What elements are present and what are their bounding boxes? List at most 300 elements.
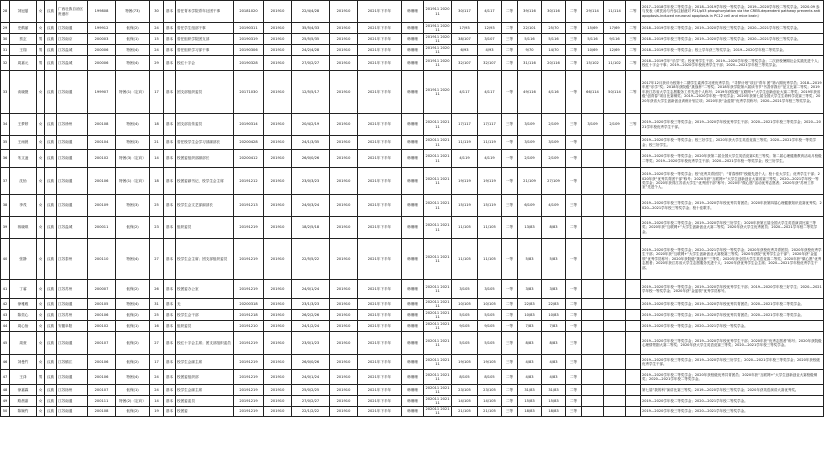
- cell-rank-d: 25/70: [542, 23, 566, 34]
- cell-training-date: 201910: [330, 56, 358, 71]
- cell-rank-d: 31/83: [542, 385, 566, 396]
- cell-training-date: 201910: [330, 71, 358, 114]
- cell-development-term: 2021年下半年: [358, 332, 402, 355]
- cell-award-level-a: 一等: [502, 71, 518, 114]
- cell-rank-e: 15/69: [582, 23, 604, 34]
- cell-remarks: 2018—2019学年校一等奖学金；校上学年获三等奖学金；2019—2020学年校二等奖学金。: [641, 45, 824, 56]
- cell-hometown: 江苏泰州: [57, 239, 88, 280]
- cell-activist-date: 201910: [264, 168, 292, 195]
- table-row: [1, 136, 824, 150]
- cell-rank-a: 21/105: [452, 407, 478, 417]
- cell-hometown: 安徽阜阳: [57, 321, 88, 332]
- cell-award-level-c: [626, 150, 641, 168]
- cell-rank-f: [604, 299, 626, 310]
- cell-gender: 女: [37, 332, 45, 355]
- cell-row-number: 43: [1, 310, 10, 321]
- cell-contact-person: 韩珊珊: [402, 332, 424, 355]
- cell-hometown: 江苏南通: [57, 150, 88, 168]
- cell-evaluation-score: 24/2/4/28: [292, 45, 330, 56]
- cell-hometown: 江苏南通: [57, 299, 88, 310]
- cell-row-number: 34: [1, 114, 10, 136]
- cell-contact-person: 韩珊珊: [402, 385, 424, 396]
- cell-award-level-c: [626, 299, 641, 310]
- cell-row-number: 37: [1, 168, 10, 195]
- cell-award-level-a: 三等: [502, 34, 518, 45]
- cell-position: 团支部宣传委员: [176, 114, 234, 136]
- cell-ethnicity: 汉族: [45, 280, 57, 299]
- cell-rank-e: [582, 370, 604, 385]
- cell-poverty-level: 低保(1): [116, 321, 150, 332]
- cell-remarks: 2017年12月获评为校第十二期学生素养学习班优秀学员；“寻梦计划”项目“青年 团”第六期优秀学员；2018—2019年度“乐学”奖；2018年获院级“挑战杯”二等奖；2018年获学院第六届读书节“书香伴我行”征文比赛二等奖；2019年获江苏省大学生志愿服务工作先进个人称号；2019年获院级“互联网+”大学生创新创业大赛二等奖；2019年获省级“创青春”项目比赛铜奖；2019—2020学年校一等奖学金；2020年获第七届全国大学生生命科学竞赛三等奖；2020年获省大学生创新创业训练计划立项；2020年获“金蓝领”优秀学员称号；2020—2021学年校三等奖学金。: [641, 71, 824, 114]
- cell-rank-c: 9/70: [518, 45, 542, 56]
- cell-review-period: 202011 202111: [425, 310, 450, 319]
- cell-rank-a: 14/105: [452, 396, 478, 407]
- cell-party-application-date: 20190314: [234, 114, 264, 136]
- cell-rank-b: 14/105: [478, 396, 502, 407]
- cell-rank-c: 5/116: [518, 34, 542, 45]
- cell-training-date: 201910: [330, 239, 358, 280]
- cell-position: 校红十字会主席；团支部组织委员: [176, 332, 234, 355]
- cell-position: 校团委: [176, 407, 234, 417]
- cell-poverty-level: 低保(2): [116, 355, 150, 370]
- cell-rank-d: 27/109: [542, 168, 566, 195]
- cell-rank-b: 12/93: [478, 23, 502, 34]
- cell-remarks: 2019—2020学年校二等奖学金；2019—2020学年校优秀共青团员；2020—2021学年校二等奖学金。: [641, 310, 824, 321]
- cell-birth-date: 200106: [88, 355, 116, 370]
- cell-remarks: 第七届“我的科”演讲比赛三等奖；2019—2020学年校三等奖学金；2020年获英语演讲大赛优秀奖。: [641, 385, 824, 396]
- cell-row-number: 28: [1, 1, 10, 23]
- cell-rank-c: 6/109: [518, 195, 542, 217]
- cell-remarks: 2019—2020学年校三等奖学金；2019—2020学年校优秀学生干部；2020年获“优秀志愿者”称号；2020年获院级心理情景剧大赛二等奖；2020年获大学生英语竞赛三等奖；2020—2021学年校三等奖学金。: [641, 332, 824, 355]
- cell-rank-f: 50/114: [604, 71, 626, 114]
- cell-poverty-level: 特困(1)（定向）: [116, 71, 150, 114]
- cell-poverty-level: 特困(2)（定向）: [116, 396, 150, 407]
- table-row: [1, 239, 824, 280]
- cell-gender: 男: [37, 56, 45, 71]
- cell-contact-person: 韩珊珊: [402, 217, 424, 239]
- cell-training-date: 201910: [330, 168, 358, 195]
- cell-rank-b: 4/117: [478, 71, 502, 114]
- cell-award-level-c: [626, 407, 641, 417]
- cell-rank-f: [604, 370, 626, 385]
- cell-grade-level: 基本: [164, 195, 176, 217]
- cell-position: 曾任组织学习部干事: [176, 45, 234, 56]
- cell-hometown: 江苏盐城: [57, 217, 88, 239]
- cell-ethnicity: 汉族: [45, 396, 57, 407]
- cell-position: 曾任组织学院团支部: [176, 34, 234, 45]
- cell-party-application-date: 20191219: [234, 239, 264, 280]
- cell-score: 23: [150, 217, 164, 239]
- cell-row-number: 45: [1, 332, 10, 355]
- cell-development-term: 2021年下半年: [358, 150, 402, 168]
- cell-evaluation-score: 27/0/2/27: [292, 56, 330, 71]
- cell-gender: 女: [37, 280, 45, 299]
- cell-birth-date: 200107: [88, 332, 116, 355]
- cell-development-term: 2021年下半年: [358, 299, 402, 310]
- cell-rank-c: 15/83: [518, 396, 542, 407]
- cell-rank-a: 8/105: [452, 370, 478, 385]
- cell-remarks: 2019—2020学年校二等奖学金；2020—2021学年校二等奖学金。: [641, 396, 824, 407]
- cell-activist-date: 201910: [264, 56, 292, 71]
- cell-position: 曾任学生组部干事: [176, 23, 234, 34]
- cell-rank-d: 3/109: [542, 136, 566, 150]
- table-row: [1, 34, 824, 45]
- cell-score: 21: [150, 136, 164, 150]
- cell-rank-d: 14/70: [542, 45, 566, 56]
- cell-rank-c: 4/83: [518, 355, 542, 370]
- cell-rank-e: 66/114: [582, 71, 604, 114]
- cell-award-level-a: 一等: [502, 280, 518, 299]
- cell-hometown: 江苏扬州: [57, 385, 88, 396]
- cell-ethnicity: 汉族: [45, 136, 57, 150]
- cell-grade-level: 基本: [164, 71, 176, 114]
- cell-contact-person: 韩珊珊: [402, 195, 424, 217]
- cell-poverty-level: 低保(1): [116, 385, 150, 396]
- cell-rank-f: [604, 321, 626, 332]
- cell-hometown: 江苏南通: [57, 396, 88, 407]
- cell-ethnicity: 汉族: [45, 355, 57, 370]
- cell-evaluation-score: 20/4/2/19: [292, 114, 330, 136]
- cell-evaluation-score: 23/0/3/23: [292, 168, 330, 195]
- cell-score: 24: [150, 45, 164, 56]
- cell-rank-a: 15/119: [452, 195, 478, 217]
- cell-student-name: 丁睿: [10, 280, 37, 299]
- cell-rank-a: 5/105: [452, 310, 478, 321]
- cell-rank-d: 22/83: [542, 299, 566, 310]
- cell-training-date: 201910: [330, 321, 358, 332]
- cell-contact-person: 韩珊珊: [402, 321, 424, 332]
- cell-party-application-date: 20190306: [234, 45, 264, 56]
- cell-rank-e: [582, 299, 604, 310]
- cell-ethnicity: 汉族: [45, 23, 57, 34]
- cell-rank-c: 5/83: [518, 239, 542, 280]
- table-row: [1, 321, 824, 332]
- cell-evaluation-score: 12/5/5/17: [292, 71, 330, 114]
- cell-rank-c: 31/116: [518, 56, 542, 71]
- cell-award-level-c: [626, 195, 641, 217]
- cell-contact-person: 韩珊珊: [402, 239, 424, 280]
- cell-award-level-b: 三等: [566, 34, 582, 45]
- cell-development-term: 2021年下半年: [358, 407, 402, 417]
- cell-hometown: 江苏徐州: [57, 114, 88, 136]
- cell-evaluation-score: 26/0/0/26: [292, 150, 330, 168]
- roster-body: [1, 1, 824, 417]
- cell-student-name: 刘冠蔓: [10, 1, 37, 23]
- cell-award-level-c: [626, 385, 641, 396]
- cell-rank-b: 19/119: [478, 168, 502, 195]
- cell-rank-a: 9/105: [452, 321, 478, 332]
- cell-award-level-c: 二等: [626, 56, 641, 71]
- cell-remarks: 2019—2020学年校一等奖学金；2019—2020学年校优秀学生干部；2019—2020学年校三好学生；2020—2021学年校一等奖学金；2020年获“金蓝领”优秀学员称号。: [641, 280, 824, 299]
- cell-rank-a: 11/105: [452, 217, 478, 239]
- cell-birth-date: 200102: [88, 150, 116, 168]
- cell-training-date: 201910: [330, 332, 358, 355]
- cell-activist-date: 201910: [264, 370, 292, 385]
- table-row: [1, 355, 824, 370]
- cell-rank-f: [604, 150, 626, 168]
- cell-award-level-a: 三等: [502, 407, 518, 417]
- table-row: [1, 195, 824, 217]
- cell-rank-a: 3/105: [452, 280, 478, 299]
- cell-training-date: 201910: [330, 195, 358, 217]
- cell-row-number: 47: [1, 370, 10, 385]
- cell-remarks: 2019—2020学年校一等奖学金；校“优秀共青团员”；“青春榜样”校级先进个人；校十佳大学生；优秀学生干部；2020年获“优秀共青团干部”称号；2020年获“互联网+”大学生创新创业大赛省赛三等奖；2020—2021学年校一等奖学金；2020年获得江苏省大学生“优秀团干部”称号；2020年“微心愿”活动优秀志愿者；2020年获“苏州工作室”先进个人。: [641, 168, 824, 195]
- cell-ethnicity: 汉族: [45, 56, 57, 71]
- cell-ethnicity: 汉族: [45, 239, 57, 280]
- cell-remarks: 2018—2019学年校二等奖学金；2019—2020学年校三等奖学金；2020—2021学年校二等奖学金。: [641, 23, 824, 34]
- cell-review-period: 202011 202111: [424, 355, 452, 370]
- cell-grade-level: 基本: [164, 217, 176, 239]
- table-row: [1, 310, 824, 321]
- cell-rank-d: 30/116: [542, 1, 566, 23]
- cell-contact-person: 韩珊珊: [402, 23, 424, 34]
- cell-development-term: 2021年下半年: [358, 396, 402, 407]
- cell-birth-date: 199912: [88, 23, 116, 34]
- cell-training-date: 201910: [330, 407, 358, 417]
- cell-row-number: 31: [1, 45, 10, 56]
- cell-student-name: 沈怡: [10, 168, 37, 195]
- cell-rank-a: 38/107: [452, 34, 478, 45]
- cell-rank-d: 4/109: [542, 195, 566, 217]
- cell-birth-date: 200111: [88, 396, 116, 407]
- cell-gender: 女: [37, 217, 45, 239]
- cell-position: 曾任青禾学院青年社团干事: [176, 1, 234, 23]
- cell-score: 24: [150, 370, 164, 385]
- cell-rank-e: [582, 280, 604, 299]
- cell-gender: 女: [37, 136, 45, 150]
- cell-award-level-a: 一等: [502, 239, 518, 280]
- cell-party-application-date: 20191213: [234, 195, 264, 217]
- cell-activist-date: 201910: [264, 407, 292, 417]
- cell-evaluation-score: 23/0/1/23: [292, 332, 330, 355]
- cell-gender: 女: [37, 299, 45, 310]
- cell-award-level-a: 三等: [502, 114, 518, 136]
- cell-score: 27: [150, 332, 164, 355]
- cell-contact-person: 韩珊珊: [402, 407, 424, 417]
- cell-score: 31: [150, 299, 164, 310]
- cell-rank-f: [604, 355, 626, 370]
- cell-remarks: 2018—2019学年校三等奖学金；2019—2020学年校二等奖学金；2020—2021学年校三等奖学金。: [641, 34, 824, 45]
- cell-row-number: 42: [1, 299, 10, 310]
- cell-rank-d: 4/83: [542, 355, 566, 370]
- cell-contact-person: 韩珊珊: [402, 355, 424, 370]
- cell-score: 17: [150, 71, 164, 114]
- cell-grade-level: 基本: [164, 280, 176, 299]
- cell-party-application-date: 20191219: [234, 355, 264, 370]
- cell-award-level-c: [626, 355, 641, 370]
- cell-rank-d: 5/116: [542, 34, 566, 45]
- cell-rank-c: 4/83: [518, 370, 542, 385]
- cell-rank-b: 8/105: [478, 370, 502, 385]
- cell-poverty-level: 特困(73): [116, 1, 150, 23]
- cell-development-term: 2021年下半年: [358, 280, 402, 299]
- cell-poverty-level: 特困(4): [116, 239, 150, 280]
- cell-birth-date: 200108: [88, 114, 116, 136]
- cell-poverty-level: 特困(4): [116, 56, 150, 71]
- cell-award-level-b: 二等: [566, 56, 582, 71]
- cell-review-period: 202011 202111: [424, 195, 452, 217]
- cell-hometown: 江苏镇江: [57, 355, 88, 370]
- cell-position: 校红十字会: [176, 56, 234, 71]
- cell-development-term: 2021年下半年: [358, 56, 402, 71]
- cell-score: 18: [150, 114, 164, 136]
- cell-gender: 女: [37, 71, 45, 114]
- cell-award-level-a: 二等: [502, 217, 518, 239]
- cell-rank-b: 15/119: [478, 195, 502, 217]
- cell-development-term: 2021年下半年: [358, 310, 402, 321]
- cell-award-level-a: 三等: [502, 355, 518, 370]
- cell-training-date: 201910: [330, 150, 358, 168]
- cell-student-name: 蔡玄: [10, 34, 37, 45]
- cell-contact-person: 韩珊珊: [402, 1, 424, 23]
- cell-grade-level: 基本: [164, 396, 176, 407]
- cell-activist-date: 201910: [264, 136, 292, 150]
- cell-rank-c: 13/83: [518, 217, 542, 239]
- cell-grade-level: 基本: [164, 239, 176, 280]
- cell-training-date: 201910: [330, 34, 358, 45]
- cell-birth-date: 200108: [88, 407, 116, 417]
- table-row: [1, 168, 824, 195]
- cell-hometown: 江苏盐城: [57, 56, 88, 71]
- cell-party-application-date: 20191219: [234, 385, 264, 396]
- cell-review-period: 202011 202111: [424, 168, 452, 195]
- cell-award-level-b: 三等: [566, 332, 582, 355]
- cell-development-term: 2021年下半年: [358, 168, 402, 195]
- cell-gender: 男: [37, 370, 45, 385]
- cell-rank-b: 11/105: [478, 239, 502, 280]
- cell-rank-e: [582, 385, 604, 396]
- cell-grade-level: 基本: [164, 56, 176, 71]
- cell-grade-level: 基本: [164, 407, 176, 417]
- cell-student-name: 王雨晨: [10, 136, 37, 150]
- cell-award-level-a: 三等: [502, 332, 518, 355]
- cell-award-level-b: 一等: [566, 136, 582, 150]
- cell-award-level-c: [626, 370, 641, 385]
- cell-activist-date: 201910: [264, 396, 292, 407]
- cell-development-term: 2021年下半年: [358, 217, 402, 239]
- cell-evaluation-score: 25/5/5/35: [292, 34, 330, 45]
- cell-student-name: 徐雅雅: [10, 299, 37, 310]
- cell-party-application-date: 20190319: [234, 34, 264, 45]
- cell-evaluation-score: 26/0/0/26: [292, 355, 330, 370]
- cell-remarks: 2019—2020学年校三等奖学金；2019—2020学年校优秀共青团员；2020年获第四届心理健康知识竞赛优秀奖；2020—2021学年校三等奖学金；校十佳歌手。: [641, 195, 824, 217]
- cell-row-number: 41: [1, 280, 10, 299]
- cell-award-level-a: 二等: [502, 23, 518, 34]
- cell-activist-date: 201910: [264, 321, 292, 332]
- cell-hometown: 江苏南通: [57, 370, 88, 385]
- cell-score: 27: [150, 239, 164, 280]
- cell-activist-date: 201910: [264, 71, 292, 114]
- cell-position: 校学生会文艺部副部长: [176, 195, 234, 217]
- cell-review-period: 202011 202111: [424, 332, 452, 355]
- cell-award-level-c: [626, 321, 641, 332]
- cell-rank-b: 5/105: [478, 310, 502, 321]
- cell-gender: 女: [37, 407, 45, 417]
- cell-rank-a: 23/105: [452, 385, 478, 396]
- cell-award-level-a: 三等: [502, 195, 518, 217]
- cell-poverty-level: 特困(4): [116, 45, 150, 56]
- cell-award-level-b: 三等: [566, 355, 582, 370]
- cell-award-level-c: [626, 239, 641, 280]
- cell-award-level-a: 二等: [502, 385, 518, 396]
- cell-contact-person: 韩珊珊: [402, 45, 424, 56]
- cell-party-application-date: 20191219: [234, 332, 264, 355]
- cell-score: 24: [150, 23, 164, 34]
- table-row: [1, 71, 824, 114]
- cell-hometown: 江苏南通: [57, 195, 88, 217]
- cell-position: 校团委副书记、校学生会主席: [176, 168, 234, 195]
- cell-rank-e: [582, 195, 604, 217]
- cell-award-level-b: 一等: [566, 150, 582, 168]
- cell-grade-level: 基本: [164, 136, 176, 150]
- cell-birth-date: 200006: [88, 45, 116, 56]
- cell-rank-e: [582, 217, 604, 239]
- cell-contact-person: 韩珊珊: [402, 396, 424, 407]
- cell-award-level-a: 二等: [502, 45, 518, 56]
- cell-rank-f: [604, 332, 626, 355]
- cell-row-number: 33: [1, 71, 10, 114]
- cell-score: 29: [150, 56, 164, 71]
- cell-development-term: 2021年下半年: [358, 355, 402, 370]
- cell-position: 校团委委员: [176, 396, 234, 407]
- cell-award-level-b: 三等: [566, 195, 582, 217]
- cell-review-period: 201911 202011: [424, 56, 452, 71]
- cell-student-name: 李茂: [10, 195, 37, 217]
- cell-review-period: 202011 202111: [424, 217, 452, 239]
- cell-rank-e: [582, 310, 604, 321]
- cell-rank-f: [604, 195, 626, 217]
- table-row: [1, 217, 824, 239]
- cell-rank-c: 22/101: [518, 23, 542, 34]
- cell-poverty-level: 低保(2): [116, 23, 150, 34]
- cell-position: 团支部组织委员: [176, 71, 234, 114]
- cell-rank-e: [582, 136, 604, 150]
- cell-remarks: 2017—2018学年校二等奖学金；2018—2019学年校一等奖学金；2019—2020学年校二等奖学金。2020.09 参与发表《黄芪汤与丹参注射液对 P21/p53 phosphorylation via the CREB-dependent pathway prevents antiapoptosis-induced neuronal apoptosis in PC12 cell and mice brain》: [641, 1, 824, 23]
- cell-rank-f: 2/109: [604, 114, 626, 136]
- cell-student-name: 刘曼竹: [10, 355, 37, 370]
- cell-award-level-b: 一等: [566, 321, 582, 332]
- cell-rank-c: 7/83: [518, 321, 542, 332]
- cell-student-name: 王翔: [10, 45, 37, 56]
- cell-award-level-b: 二等: [566, 385, 582, 396]
- cell-poverty-level: 特困(3)（定向）: [116, 150, 150, 168]
- cell-rank-f: [604, 407, 626, 417]
- cell-rank-d: 2/109: [542, 114, 566, 136]
- cell-party-application-date: 20200318: [234, 299, 264, 310]
- cell-contact-person: 韩珊珊: [402, 299, 424, 310]
- cell-evaluation-score: 35/5/4/33: [292, 23, 330, 34]
- cell-training-date: 201910: [330, 136, 358, 150]
- cell-hometown: 江苏苏州: [57, 310, 88, 321]
- cell-row-number: 44: [1, 321, 10, 332]
- cell-poverty-level: 低保(2): [116, 332, 150, 355]
- cell-evaluation-score: 24/0/1/24: [292, 370, 330, 385]
- cell-contact-person: 韩珊珊: [402, 370, 424, 385]
- cell-rank-a: 17/117: [452, 114, 478, 136]
- cell-rank-c: 3/109: [518, 114, 542, 136]
- cell-row-number: 32: [1, 56, 10, 71]
- cell-rank-e: [582, 168, 604, 195]
- cell-row-number: 35: [1, 136, 10, 150]
- cell-rank-e: [582, 355, 604, 370]
- cell-award-level-c: [626, 332, 641, 355]
- cell-remarks: 2019—2020学年校三等奖学金；2020—2021学年校三等奖学金。: [641, 407, 824, 417]
- cell-award-level-b: 二等: [566, 45, 582, 56]
- cell-grade-level: 基本: [164, 23, 176, 34]
- cell-student-name: 周萱: [10, 332, 37, 355]
- cell-training-date: 201910: [330, 299, 358, 310]
- cell-poverty-level: 特困(4): [116, 114, 150, 136]
